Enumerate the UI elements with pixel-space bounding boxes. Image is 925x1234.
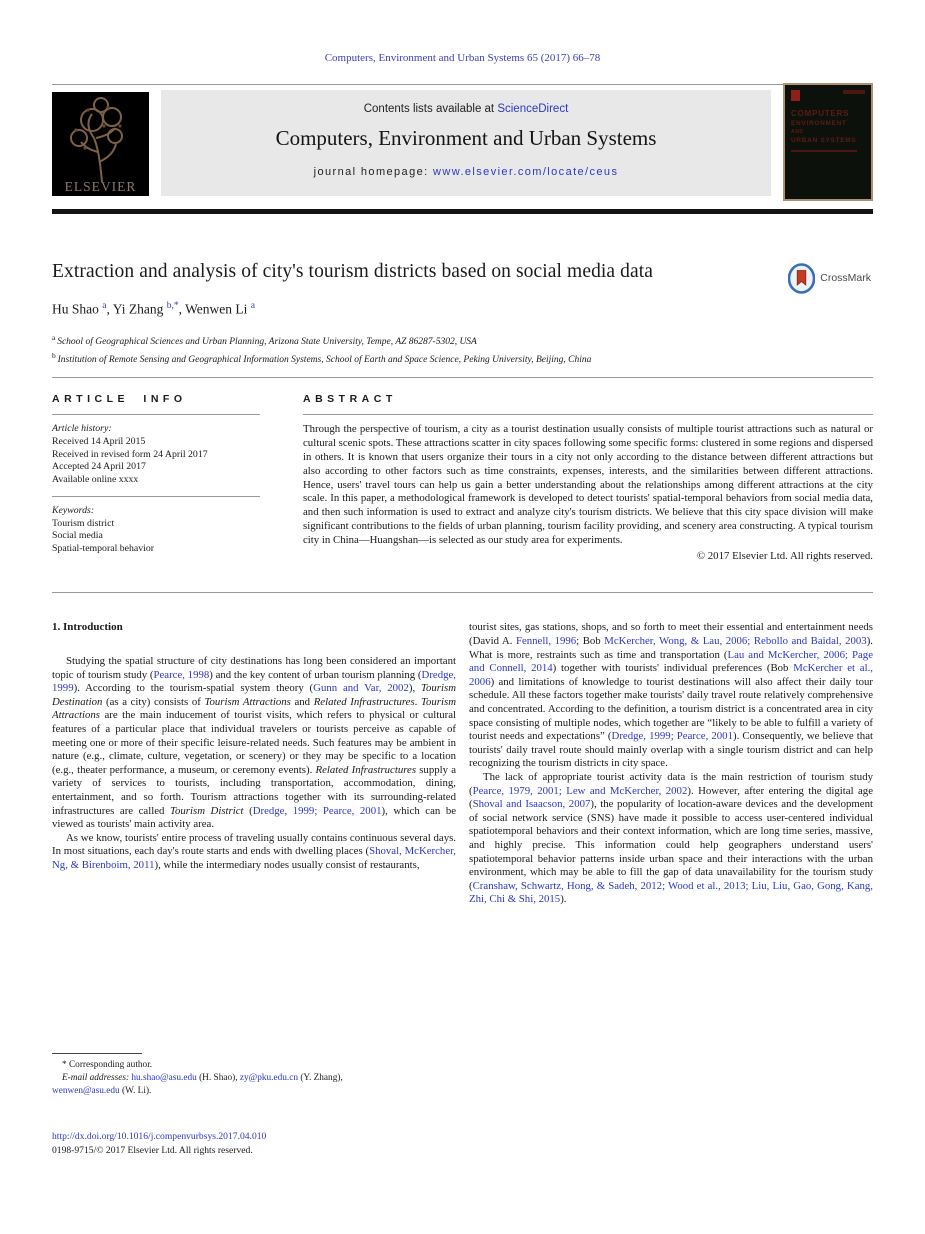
contents-prefix: Contents lists available at	[363, 103, 495, 115]
text-segment: The lack of appropriate tourist activity data is the main restriction of tourism study (	[469, 771, 873, 797]
abstract-text: Through the perspective of tourism, a city as a tourist destination usually consists of multiple tourist attractions such as natural or cultural scenic spots. These attractions scatter in city spaces following some specific forms: clustered in some regions and dispersed in others. It is known that users organize their tours in a city not only according to the distance between different attractions but also according to other factors such as time constraints, expenses, interests, and the similarities between different attractions. Hence, users' travel tours can help us gain a better understanding about the relationships among different attractions at the city scale. In this paper, a methodological framework is developed to detect tourists' spatial-temporal behaviors from social media data, and then such information is used to extract and analyze city's tourism districts. We believe that this city space division will make significant contributions to the fields of urban planning, tourism facility providing, and scenery area constructing. A typical tourism city in China—Huangshan—is selected as our study area for experiments.	[303, 423, 873, 546]
text-segment: (Y. Zhang),	[298, 1073, 343, 1083]
text-segment: ).	[560, 893, 567, 906]
affiliation-superscript: a	[52, 333, 58, 342]
text-segment: ). Consequently, we believe that tourists' daily travel route should mainly overlap with a single tourism district and can help recognizing the tourism districts in city space.	[469, 730, 873, 770]
abstract-heading: ABSTRACT	[303, 393, 397, 406]
footnote-rule	[52, 1053, 142, 1054]
italic-text: School of Geographical Sciences and Urban Planning, Arizona State University, Tempe, AZ 86287-5302, USA	[57, 337, 477, 348]
abstract-column	[303, 393, 873, 562]
top-rule	[52, 84, 873, 85]
italic-text: Tourism Attractions	[204, 695, 291, 708]
crossmark-badge[interactable]	[788, 263, 871, 294]
copyright-issn-line: 0198-9715/© 2017 Elsevier Ltd. All rights reserved.	[52, 1144, 253, 1156]
journal-cover-thumbnail	[783, 83, 873, 201]
citation-link[interactable]: Shoval and Isaacson, 2007	[472, 798, 591, 811]
elsevier-logo	[52, 92, 149, 196]
text-segment: supply a variety of services to tourists, including transportation, accommodation, dining, entertainment, and so forth. Tourism attractions together with its surrounding-related infrastructures are called	[52, 763, 456, 817]
author-line	[52, 301, 873, 318]
text-segment: ),	[408, 682, 421, 695]
affiliation-superscript: b	[52, 351, 58, 361]
cover-title-line: ENVIRONMENT	[791, 120, 847, 127]
body-paragraph	[469, 771, 873, 907]
article-info-heading: ARTICLE INFO	[52, 393, 187, 406]
history-item: Accepted 24 April 2017	[52, 461, 146, 473]
text-segment: ), while the intermediary nodes usually consist of restaurants,	[154, 858, 420, 871]
cover-publisher-icon	[791, 90, 800, 101]
title-block	[52, 259, 873, 285]
section-heading-introduction: 1. Introduction	[52, 621, 123, 634]
crossmark-icon	[788, 263, 815, 294]
cover-rule	[791, 150, 857, 152]
text-segment: (H. Shao),	[196, 1073, 240, 1083]
body-paragraph	[52, 655, 456, 832]
citation-link[interactable]: Cranshaw, Schwartz, Hong, & Sadeh, 2012; Wood et al., 2013; Liu, Liu, Gao, Gong, Kang, Zhi, Chi & Shi, 2015	[469, 879, 873, 906]
text-segment: ). What is more, restraints such as time and transportation (	[469, 635, 873, 661]
cover-title-line: AND	[791, 129, 804, 135]
citation-link[interactable]: Pearce, 1979, 2001; Lew and McKercher, 2002	[472, 784, 688, 797]
article-history-label: Article history:	[52, 423, 112, 435]
italic-text: Tourism Destination	[52, 682, 456, 708]
text-segment: , Wenwen Li	[178, 301, 251, 316]
masthead	[52, 90, 873, 201]
corresponding-author-note	[52, 1059, 392, 1072]
citation-link[interactable]: Lau and McKercher, 2006; Page and Connell, 2014	[469, 648, 873, 675]
elsevier-wordmark: ELSEVIER	[64, 179, 137, 194]
affiliation-line	[52, 331, 873, 349]
author-affil-superscript[interactable]: b,*	[166, 300, 179, 311]
italic-text: Related Infrastructures	[315, 763, 417, 776]
text-segment: ). However, after entering the digital age (	[469, 784, 873, 811]
affiliation-line	[52, 349, 873, 367]
history-item: Available online xxxx	[52, 473, 139, 485]
article-info-column	[52, 393, 260, 562]
body-left-column	[52, 615, 456, 1047]
italic-text: Tourism Attractions	[52, 695, 457, 722]
text-segment: (W. Li).	[119, 1086, 152, 1096]
author-affil-superscript[interactable]: a	[250, 300, 255, 311]
citation-link[interactable]: Dredge, 1999; Pearce, 2001	[611, 730, 733, 743]
text-segment: (	[243, 804, 253, 817]
citation-link[interactable]: Pearce, 1998	[153, 668, 210, 681]
text-segment: As we know, tourists' entire process of traveling usually contains continuous several days. In most situations, each day's route starts and ends with dwelling places (	[52, 831, 456, 858]
body-right-column	[469, 615, 873, 1047]
citation-link[interactable]: McKercher et al., 2006	[469, 662, 873, 688]
body-two-columns	[52, 615, 873, 1047]
crossmark-label: CrossMark	[820, 272, 871, 284]
rule	[303, 414, 873, 415]
citation-link[interactable]: Gunn and Var, 2002	[313, 682, 409, 695]
footnote-block	[52, 1053, 392, 1098]
keyword-item: Spatial-temporal behavior	[52, 543, 155, 555]
text-segment: ) together with tourists' individual preferences (Bob	[552, 662, 794, 675]
footer-block	[52, 1130, 266, 1157]
history-item: Received in revised form 24 April 2017	[52, 448, 208, 460]
body-divider-rule	[52, 592, 873, 593]
italic-text: Tourism District	[169, 804, 244, 817]
keywords-block	[52, 505, 260, 555]
affiliations	[52, 331, 873, 367]
keyword-item: Tourism district	[52, 517, 115, 529]
email-link[interactable]: wenwen@asu.edu	[52, 1086, 120, 1096]
sciencedirect-link[interactable]: ScienceDirect	[497, 103, 569, 115]
cover-title-line: URBAN SYSTEMS	[791, 137, 857, 144]
journal-title: Computers, Environment and Urban Systems	[275, 126, 657, 150]
contents-line	[161, 90, 771, 115]
citation-link[interactable]: Dredge, 1999; Pearce, 2001	[252, 804, 382, 817]
article-history	[52, 423, 260, 486]
italic-text: Institution of Remote Sensing and Geographical Information Systems, School of Earth and Space Science, Peking University, Beijing, China	[57, 355, 592, 366]
italic-text: Related Infrastructures	[313, 695, 415, 708]
text-segment: ), which can be viewed as tourists' main activity area.	[52, 804, 457, 831]
text-segment: and	[290, 695, 314, 708]
text-segment: ). According to the tourism-spatial system theory (	[73, 682, 314, 695]
abstract-copyright: © 2017 Elsevier Ltd. All rights reserved.	[696, 550, 873, 563]
keyword-item: Social media	[52, 530, 103, 542]
running-head-citation: Computers, Environment and Urban Systems 65 (2017) 66–78	[324, 52, 601, 64]
italic-text: E-mail addresses:	[62, 1073, 132, 1083]
rule	[52, 496, 260, 497]
text-segment: ), the popularity of location-aware devices and the development of social network service (SNS) have made it possible to access user-centered individual spatiotemporal behaviors and their context information, which are long time series, massive, and highly precise. This information could help geographers understand users' spatiotemporal behavior patterns inside urban space and their interactions with the urban environment, which may be able to fill the gap of data unavailability for the tourism study (	[469, 798, 873, 892]
homepage-line	[161, 166, 771, 178]
email-link[interactable]: hu.shao@asu.edu	[131, 1073, 197, 1083]
email-addresses-note	[52, 1072, 392, 1098]
black-divider-bar	[52, 209, 873, 214]
elsevier-tree-icon	[52, 92, 149, 196]
body-paragraph	[469, 621, 873, 771]
homepage-prefix: journal homepage:	[313, 166, 429, 178]
text-segment: , Yi Zhang	[106, 301, 167, 316]
author-affil-superscript[interactable]: a	[102, 300, 107, 311]
history-item: Received 14 April 2015	[52, 435, 146, 447]
keywords-label: Keywords:	[52, 505, 95, 517]
cover-top-row	[791, 90, 865, 101]
citation-link[interactable]: McKercher, Wong, & Lau, 2006; Rebollo and Baidal, 2003	[604, 635, 867, 648]
article-title: Extraction and analysis of city's tourism districts based on social media data	[52, 260, 654, 282]
text-segment: tourist sites, gas stations, shops, and so forth to meet their essential and entertainment needs (David A.	[469, 621, 873, 648]
citation-link[interactable]: Fennell, 1996	[515, 635, 577, 648]
text-segment: .	[414, 695, 421, 708]
text-segment: are the main inducement of tourist visits, which refers to physical or cultural features of a particular place that individual travelers or tourists perceive as capable of meeting one or more of their specific leisure-related needs. Such features may be ambient in nature (e.g., climate, culture, vegetation, or scenery) or they may be specific to a location (e.g., theater performance, a museum, or ceremony events).	[52, 709, 456, 776]
masthead-band	[161, 90, 771, 196]
text-segment: ; Bob	[576, 635, 605, 648]
text-segment: Studying the spatial structure of city destinations has long been considered an important topic of tourism study (	[52, 655, 456, 681]
email-link[interactable]: zy@pku.edu.cn	[239, 1073, 299, 1083]
text-segment: * Corresponding author.	[62, 1060, 153, 1070]
section-rule	[52, 377, 873, 378]
body-paragraph	[52, 832, 456, 873]
cover-title	[791, 109, 865, 144]
doi-link[interactable]: http://dx.doi.org/10.1016/j.compenvurbsys.2017.04.010	[52, 1131, 267, 1142]
citation-link[interactable]: Dredge, 1999	[52, 668, 457, 695]
rule	[52, 414, 260, 415]
cover-title-line: COMPUTERS	[791, 109, 850, 118]
text-segment: ) and limitations of knowledge to tourist destinations will also affect their daily tour schedule. All these factors together make tourists' daily travel route relatively comprehensive and concentrated. According to the definition, a tourism district is a concentrated area in city space consisting of multiple nodes, which together are “likely to be able to fulfill a variety of tourist needs and expectations” (	[469, 675, 873, 743]
cover-issn-mark	[843, 90, 865, 94]
citation-link[interactable]: Shoval, McKercher, Ng, & Birenboim, 2011	[52, 845, 456, 871]
text-segment: ) and the key content of urban tourism planning (	[209, 668, 422, 681]
info-abstract-block	[52, 393, 873, 562]
text-segment: Hu Shao	[52, 301, 103, 316]
homepage-link[interactable]: www.elsevier.com/locate/ceus	[433, 166, 619, 178]
text-segment: (as a city) consists of	[102, 695, 205, 708]
